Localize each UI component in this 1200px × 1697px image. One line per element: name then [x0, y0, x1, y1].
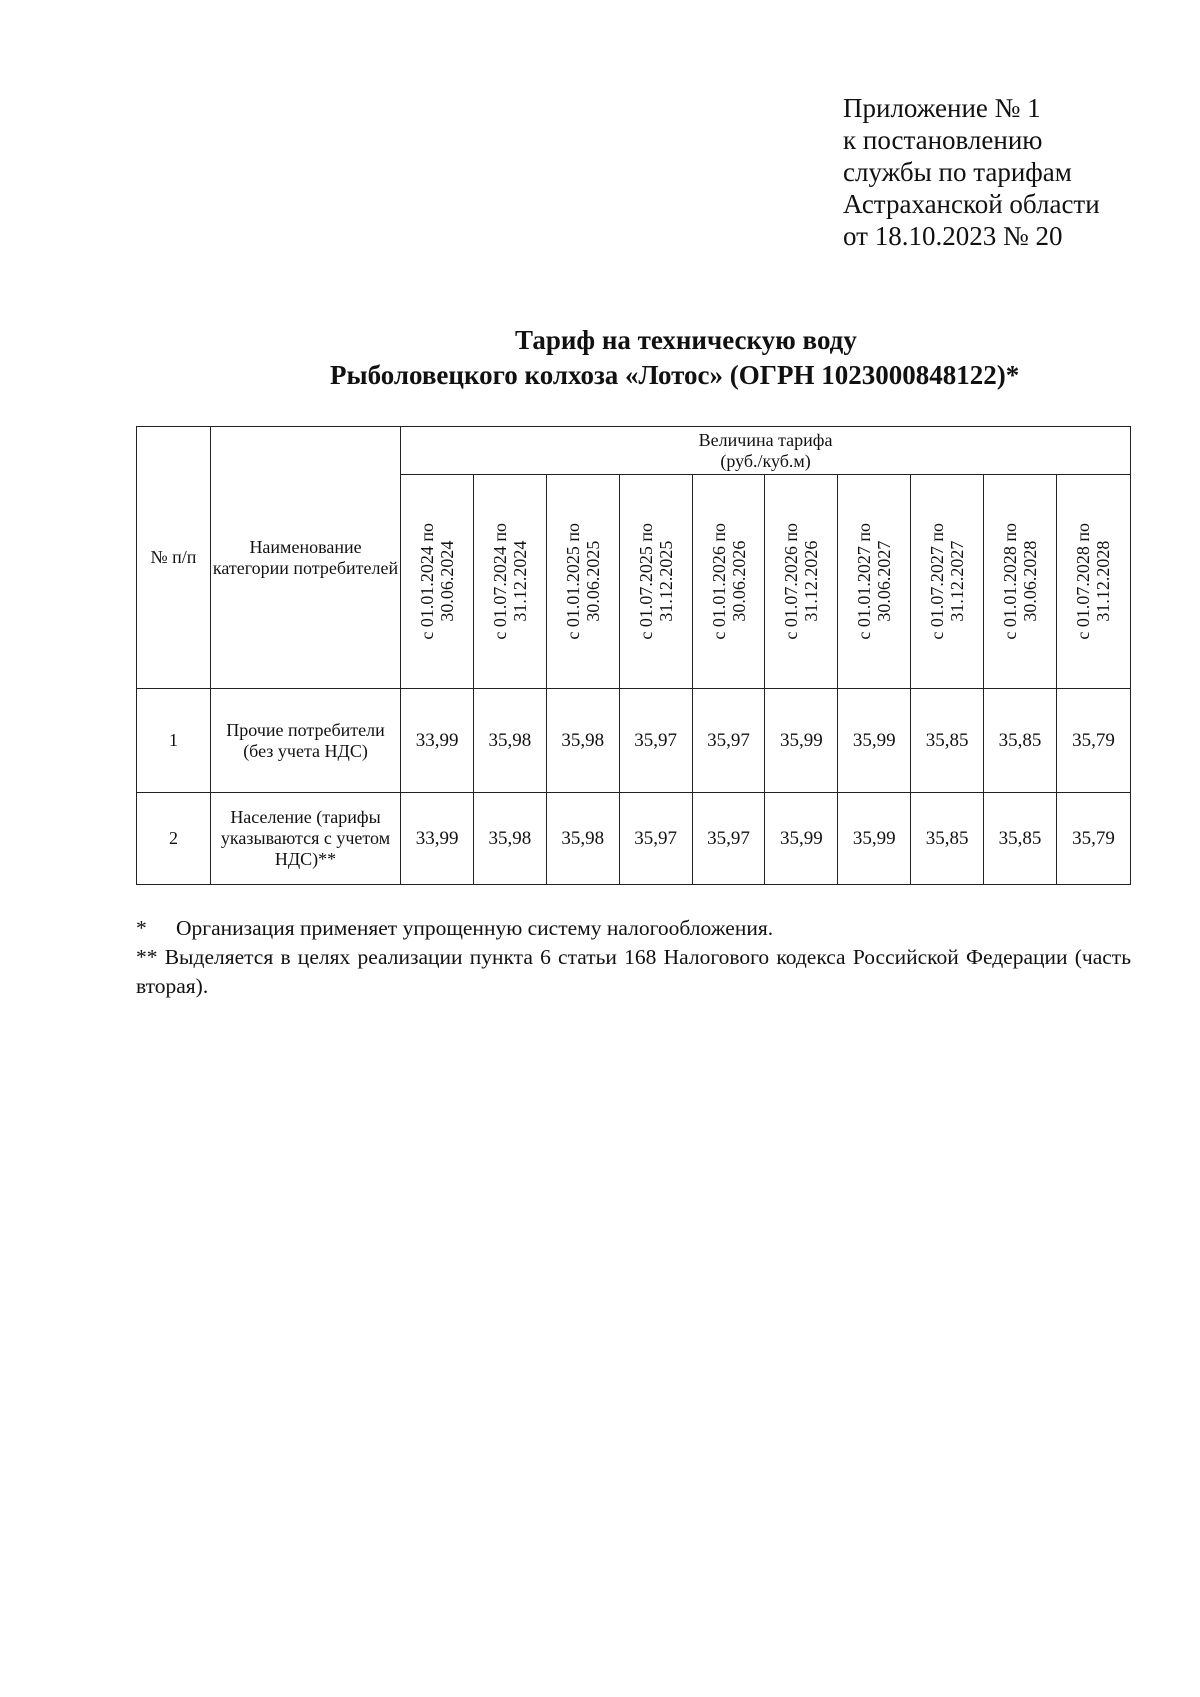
appendix-block [843, 92, 1100, 252]
appendix-line: Астраханской области [843, 189, 1100, 219]
appendix-line: к постановлению [843, 125, 1043, 155]
row-category: Прочие потребители (без учета НДС) [210, 689, 400, 793]
header-number: № п/п [137, 427, 211, 689]
period-header [401, 475, 474, 689]
appendix-line: от 18.10.2023 № 20 [843, 221, 1063, 251]
appendix-line: службы по тарифам [843, 157, 1072, 187]
footnote-1 [136, 914, 1131, 943]
row-number: 1 [137, 689, 211, 793]
title-line-1: Тариф на техническую воду [515, 325, 857, 355]
tariff-value: 35,99 [765, 793, 838, 885]
period-to: 30.06.2027 [874, 541, 895, 622]
row-category: Население (тарифы указываются с учетом НДС)** [210, 793, 400, 885]
row-number: 2 [137, 793, 211, 885]
period-header [619, 475, 692, 689]
table-row [137, 689, 1131, 793]
period-from: с 01.01.2024 по [417, 523, 438, 640]
tariff-value: 33,99 [401, 689, 474, 793]
period-header [546, 475, 619, 689]
tariff-value: 35,85 [984, 689, 1057, 793]
tariff-value: 35,98 [474, 689, 547, 793]
period-header [474, 475, 547, 689]
title-line-2: Рыболовецкого колхоза «Лотос» (ОГРН 1023000848122)* [330, 360, 1020, 390]
tariff-table [136, 426, 1131, 885]
tariff-value: 35,85 [984, 793, 1057, 885]
footnote-marker: * [136, 916, 147, 940]
tariff-value: 35,79 [1056, 793, 1130, 885]
tariff-value: 35,85 [911, 793, 984, 885]
period-header [911, 475, 984, 689]
period-header [984, 475, 1057, 689]
period-header [765, 475, 838, 689]
period-to: 30.06.2026 [728, 541, 749, 622]
period-from: с 01.07.2026 по [781, 523, 802, 640]
period-to: 31.12.2028 [1093, 541, 1114, 622]
tariff-value: 35,99 [838, 793, 911, 885]
period-from: с 01.01.2025 по [562, 523, 583, 640]
period-to: 30.06.2028 [1019, 541, 1040, 622]
footnote-2: ** Выделяется в целях реализации пункта 6 статьи 168 Налогового кодекса Российской Федерации (часть вторая). [136, 945, 1131, 998]
period-to: 30.06.2024 [437, 541, 458, 622]
period-from: с 01.07.2024 по [489, 523, 510, 640]
period-from: с 01.01.2027 по [854, 523, 875, 640]
period-to: 31.12.2026 [801, 541, 822, 622]
period-to: 31.12.2025 [655, 541, 676, 622]
appendix-line: Приложение № 1 [843, 93, 1041, 123]
tariff-value: 35,98 [546, 689, 619, 793]
period-from: с 01.07.2027 по [927, 523, 948, 640]
period-header [838, 475, 911, 689]
footnotes [136, 914, 1131, 1001]
tariff-value: 33,99 [401, 793, 474, 885]
header-tariff [401, 427, 1131, 475]
header-category: Наименование категории потребителей [210, 427, 400, 689]
period-from: с 01.07.2028 по [1073, 523, 1094, 640]
header-tariff-line-1: Величина тарифа [698, 429, 833, 450]
period-from: с 01.01.2026 по [708, 523, 729, 640]
period-to: 30.06.2025 [582, 541, 603, 622]
period-to: 31.12.2027 [947, 541, 968, 622]
table-row [137, 793, 1131, 885]
period-header [692, 475, 765, 689]
tariff-value: 35,98 [546, 793, 619, 885]
tariff-value: 35,79 [1056, 689, 1130, 793]
tariff-value: 35,99 [838, 689, 911, 793]
tariff-value: 35,98 [474, 793, 547, 885]
tariff-value: 35,85 [911, 689, 984, 793]
period-to: 31.12.2024 [509, 541, 530, 622]
period-from: с 01.01.2028 по [999, 523, 1020, 640]
period-from: с 01.07.2025 по [635, 523, 656, 640]
period-header [1056, 475, 1130, 689]
tariff-value: 35,97 [692, 793, 765, 885]
footnote-text: Организация применяет упрощенную систему налогообложения. [176, 916, 774, 940]
tariff-value: 35,99 [765, 689, 838, 793]
tariff-value: 35,97 [619, 689, 692, 793]
tariff-value: 35,97 [619, 793, 692, 885]
header-tariff-line-2: (руб./куб.м) [720, 450, 811, 471]
tariff-value: 35,97 [692, 689, 765, 793]
